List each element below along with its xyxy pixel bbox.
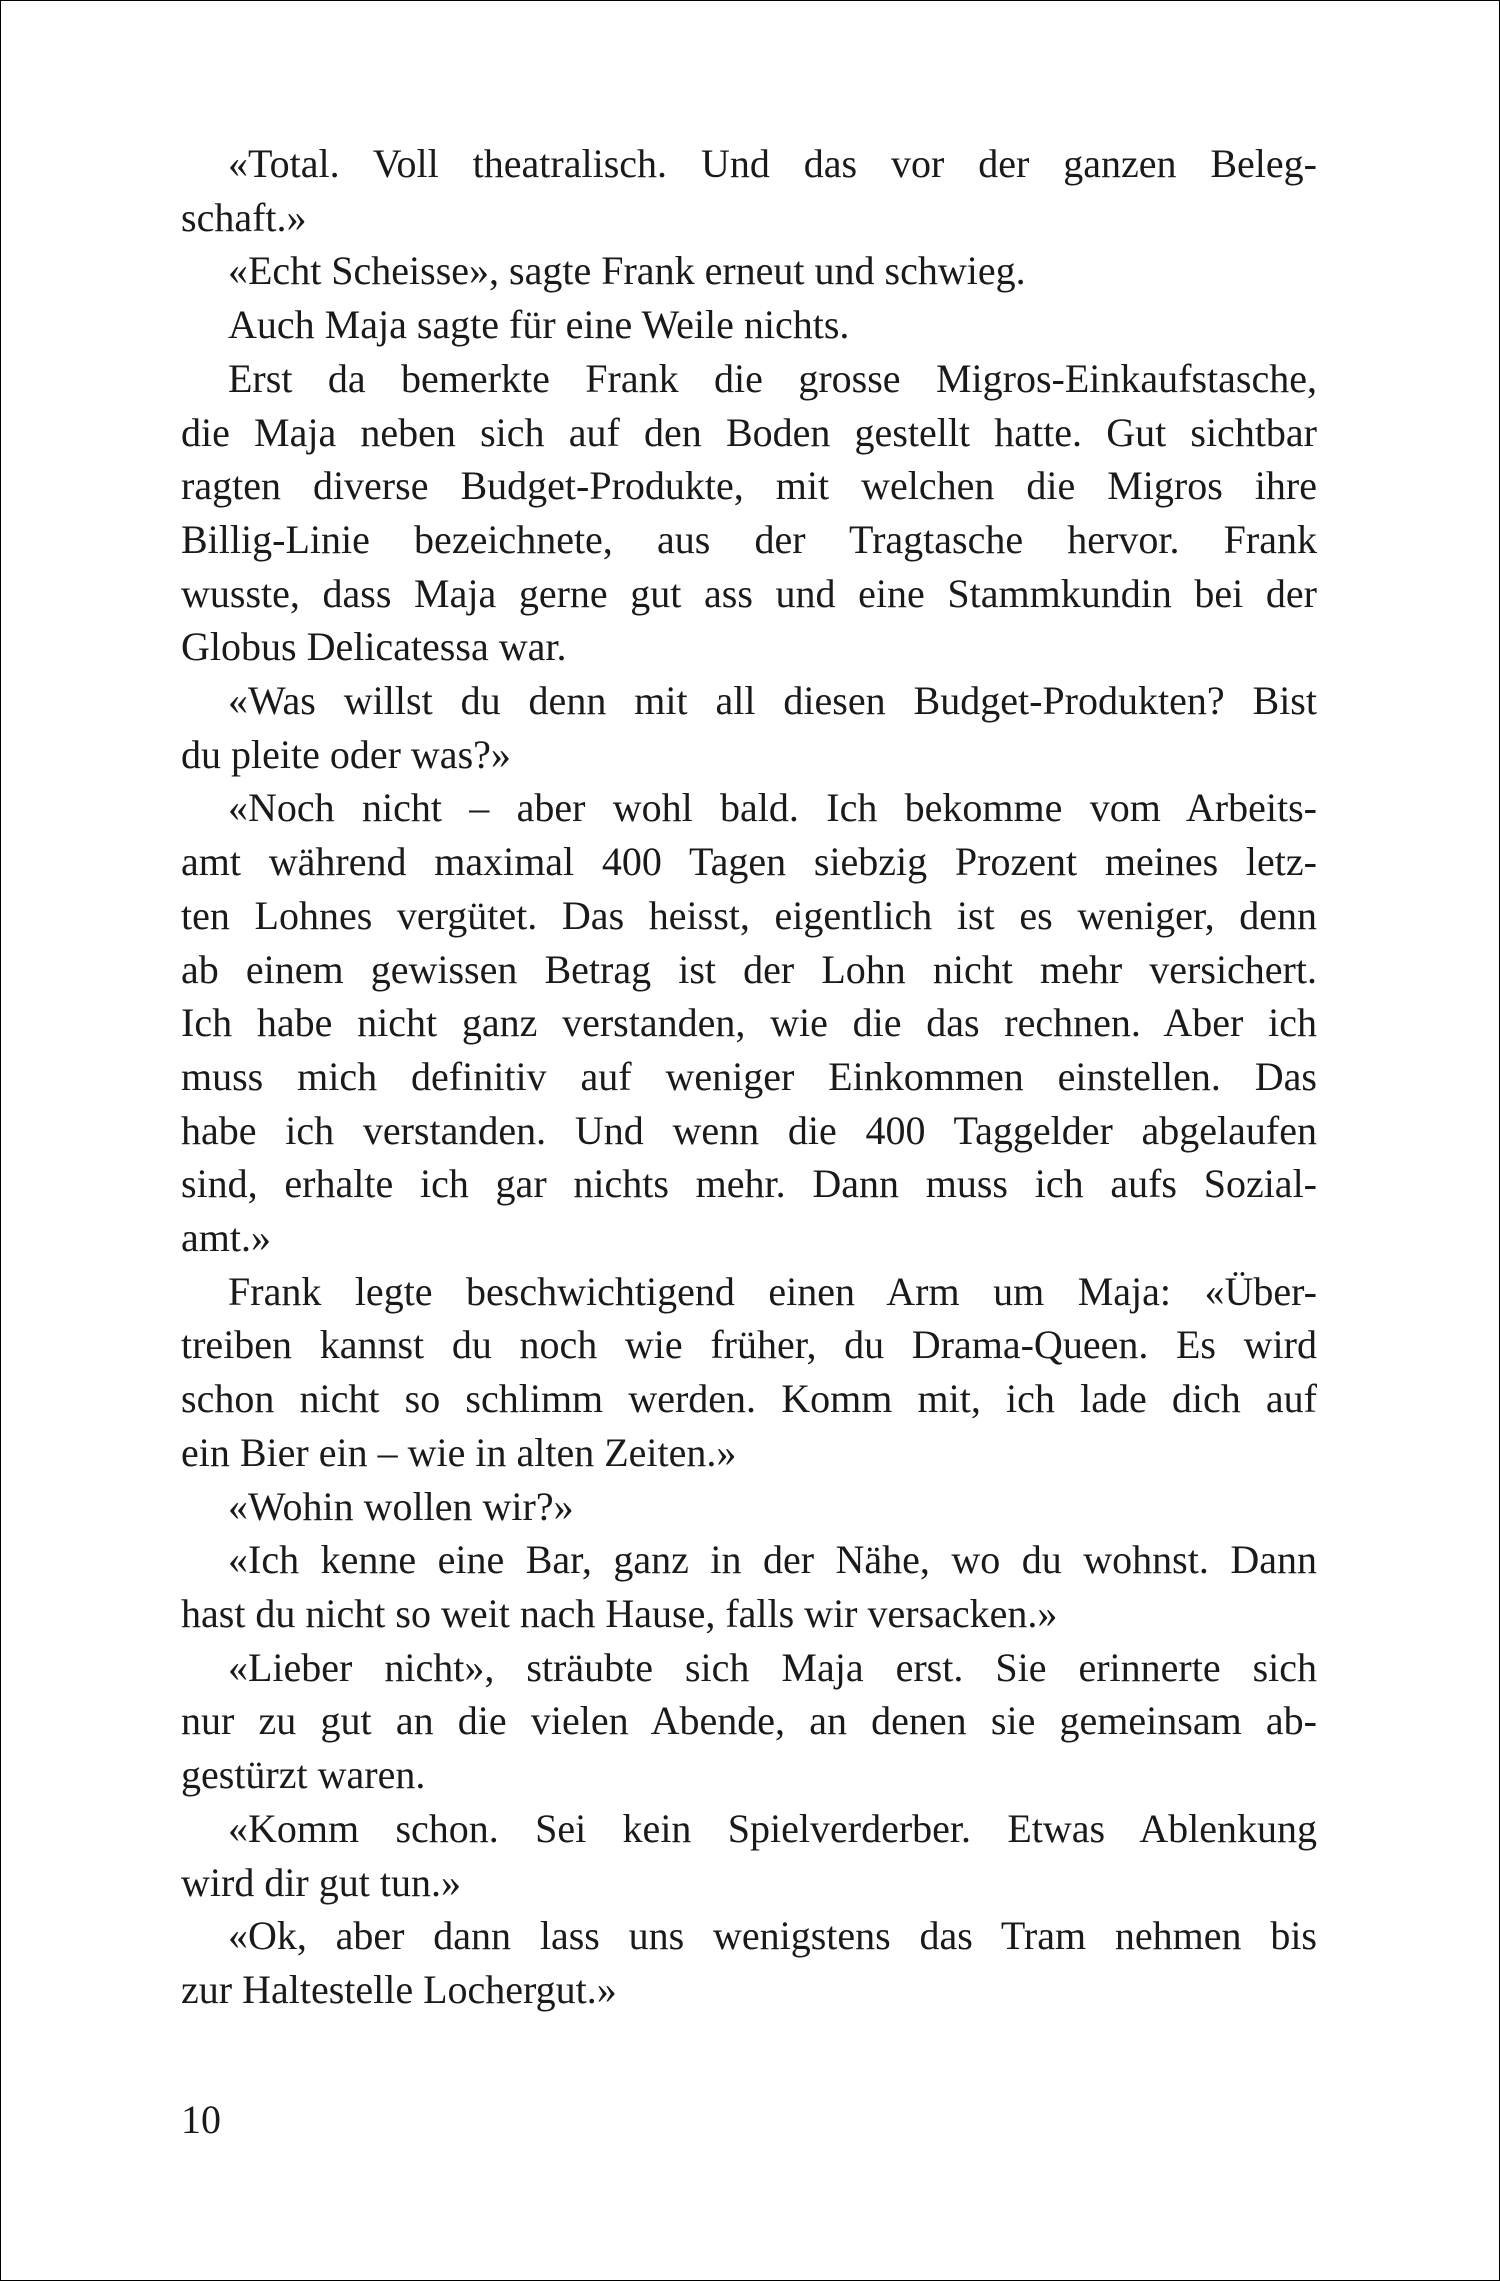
text-line: zur Haltestelle Lochergut.» bbox=[181, 1966, 617, 2012]
page-number: 10 bbox=[181, 2097, 221, 2142]
paragraph bbox=[181, 781, 1317, 1264]
text-line: Auch Maja sagte für eine Weile nichts. bbox=[228, 302, 850, 348]
text-line: ab einem gewissen Betrag ist der Lohn nicht mehr versichert. bbox=[181, 946, 1317, 992]
text-line: Globus Delicatessa war. bbox=[181, 624, 567, 670]
paragraph bbox=[181, 1265, 1317, 1480]
text-line: Ich habe nicht ganz verstanden, wie die das rechnen. Aber ich bbox=[181, 1000, 1317, 1046]
text-line: schaft.» bbox=[181, 194, 307, 240]
text-line: ragten diverse Budget-Produkte, mit welchen die Migros ihre bbox=[181, 463, 1317, 509]
text-line: «Ok, aber dann lass uns wenigstens das Tram nehmen bis bbox=[228, 1913, 1317, 1959]
text-line: Billig-Linie bezeichnete, aus der Tragtasche hervor. Frank bbox=[181, 516, 1317, 562]
paragraph bbox=[181, 1480, 1317, 1534]
body-text bbox=[181, 137, 1317, 2017]
text-line: wusste, dass Maja gerne gut ass und eine Stammkundin bei der bbox=[181, 570, 1317, 616]
text-line: treiben kannst du noch wie früher, du Drama-Queen. Es wird bbox=[181, 1322, 1317, 1368]
text-line: gestürzt waren. bbox=[181, 1752, 426, 1798]
paragraph bbox=[181, 1641, 1317, 1802]
paragraph bbox=[181, 674, 1317, 781]
text-line: habe ich verstanden. Und wenn die 400 Taggelder abgelaufen bbox=[181, 1107, 1317, 1153]
text-line: Erst da bemerkte Frank die grosse Migros-Einkaufstasche, bbox=[228, 355, 1317, 401]
text-line: ein Bier ein – wie in alten Zeiten.» bbox=[181, 1429, 737, 1475]
text-line: nur zu gut an die vielen Abende, an denen sie gemeinsam ab- bbox=[181, 1698, 1317, 1744]
text-line: «Lieber nicht», sträubte sich Maja erst. Sie erinnerte sich bbox=[228, 1644, 1317, 1690]
paragraph bbox=[181, 1802, 1317, 1909]
text-line: amt.» bbox=[181, 1215, 271, 1261]
text-line: «Echt Scheisse», sagte Frank erneut und schwieg. bbox=[228, 248, 1026, 294]
paragraph bbox=[181, 244, 1317, 298]
paragraph bbox=[181, 352, 1317, 674]
text-line: hast du nicht so weit nach Hause, falls wir versacken.» bbox=[181, 1590, 1058, 1636]
text-line: «Wohin wollen wir?» bbox=[228, 1483, 574, 1529]
paragraph bbox=[181, 298, 1317, 352]
text-line: «Was willst du denn mit all diesen Budget-Produkten? Bist bbox=[228, 678, 1317, 724]
text-line: muss mich definitiv auf weniger Einkommen einstellen. Das bbox=[181, 1053, 1317, 1099]
text-line: amt während maximal 400 Tagen siebzig Prozent meines letz- bbox=[181, 839, 1317, 885]
text-line: «Noch nicht – aber wohl bald. Ich bekomme vom Arbeits- bbox=[228, 785, 1317, 831]
text-line: du pleite oder was?» bbox=[181, 731, 511, 777]
text-line: die Maja neben sich auf den Boden gestellt hatte. Gut sichtbar bbox=[181, 409, 1317, 455]
text-line: wird dir gut tun.» bbox=[181, 1859, 461, 1905]
text-line: «Ich kenne eine Bar, ganz in der Nähe, wo du wohnst. Dann bbox=[228, 1537, 1317, 1583]
text-line: sind, erhalte ich gar nichts mehr. Dann muss ich aufs Sozial- bbox=[181, 1161, 1317, 1207]
text-line: «Komm schon. Sei kein Spielverderber. Etwas Ablenkung bbox=[228, 1805, 1317, 1851]
text-line: ten Lohnes vergütet. Das heisst, eigentlich ist es weniger, denn bbox=[181, 892, 1317, 938]
text-line: «Total. Voll theatralisch. Und das vor der ganzen Beleg- bbox=[228, 141, 1317, 186]
text-line: Frank legte beschwichtigend einen Arm um Maja: «Über- bbox=[228, 1268, 1317, 1314]
paragraph bbox=[181, 1533, 1317, 1640]
text-line: schon nicht so schlimm werden. Komm mit, ich lade dich auf bbox=[181, 1376, 1317, 1422]
paragraph bbox=[181, 137, 1317, 244]
paragraph bbox=[181, 1909, 1317, 2016]
